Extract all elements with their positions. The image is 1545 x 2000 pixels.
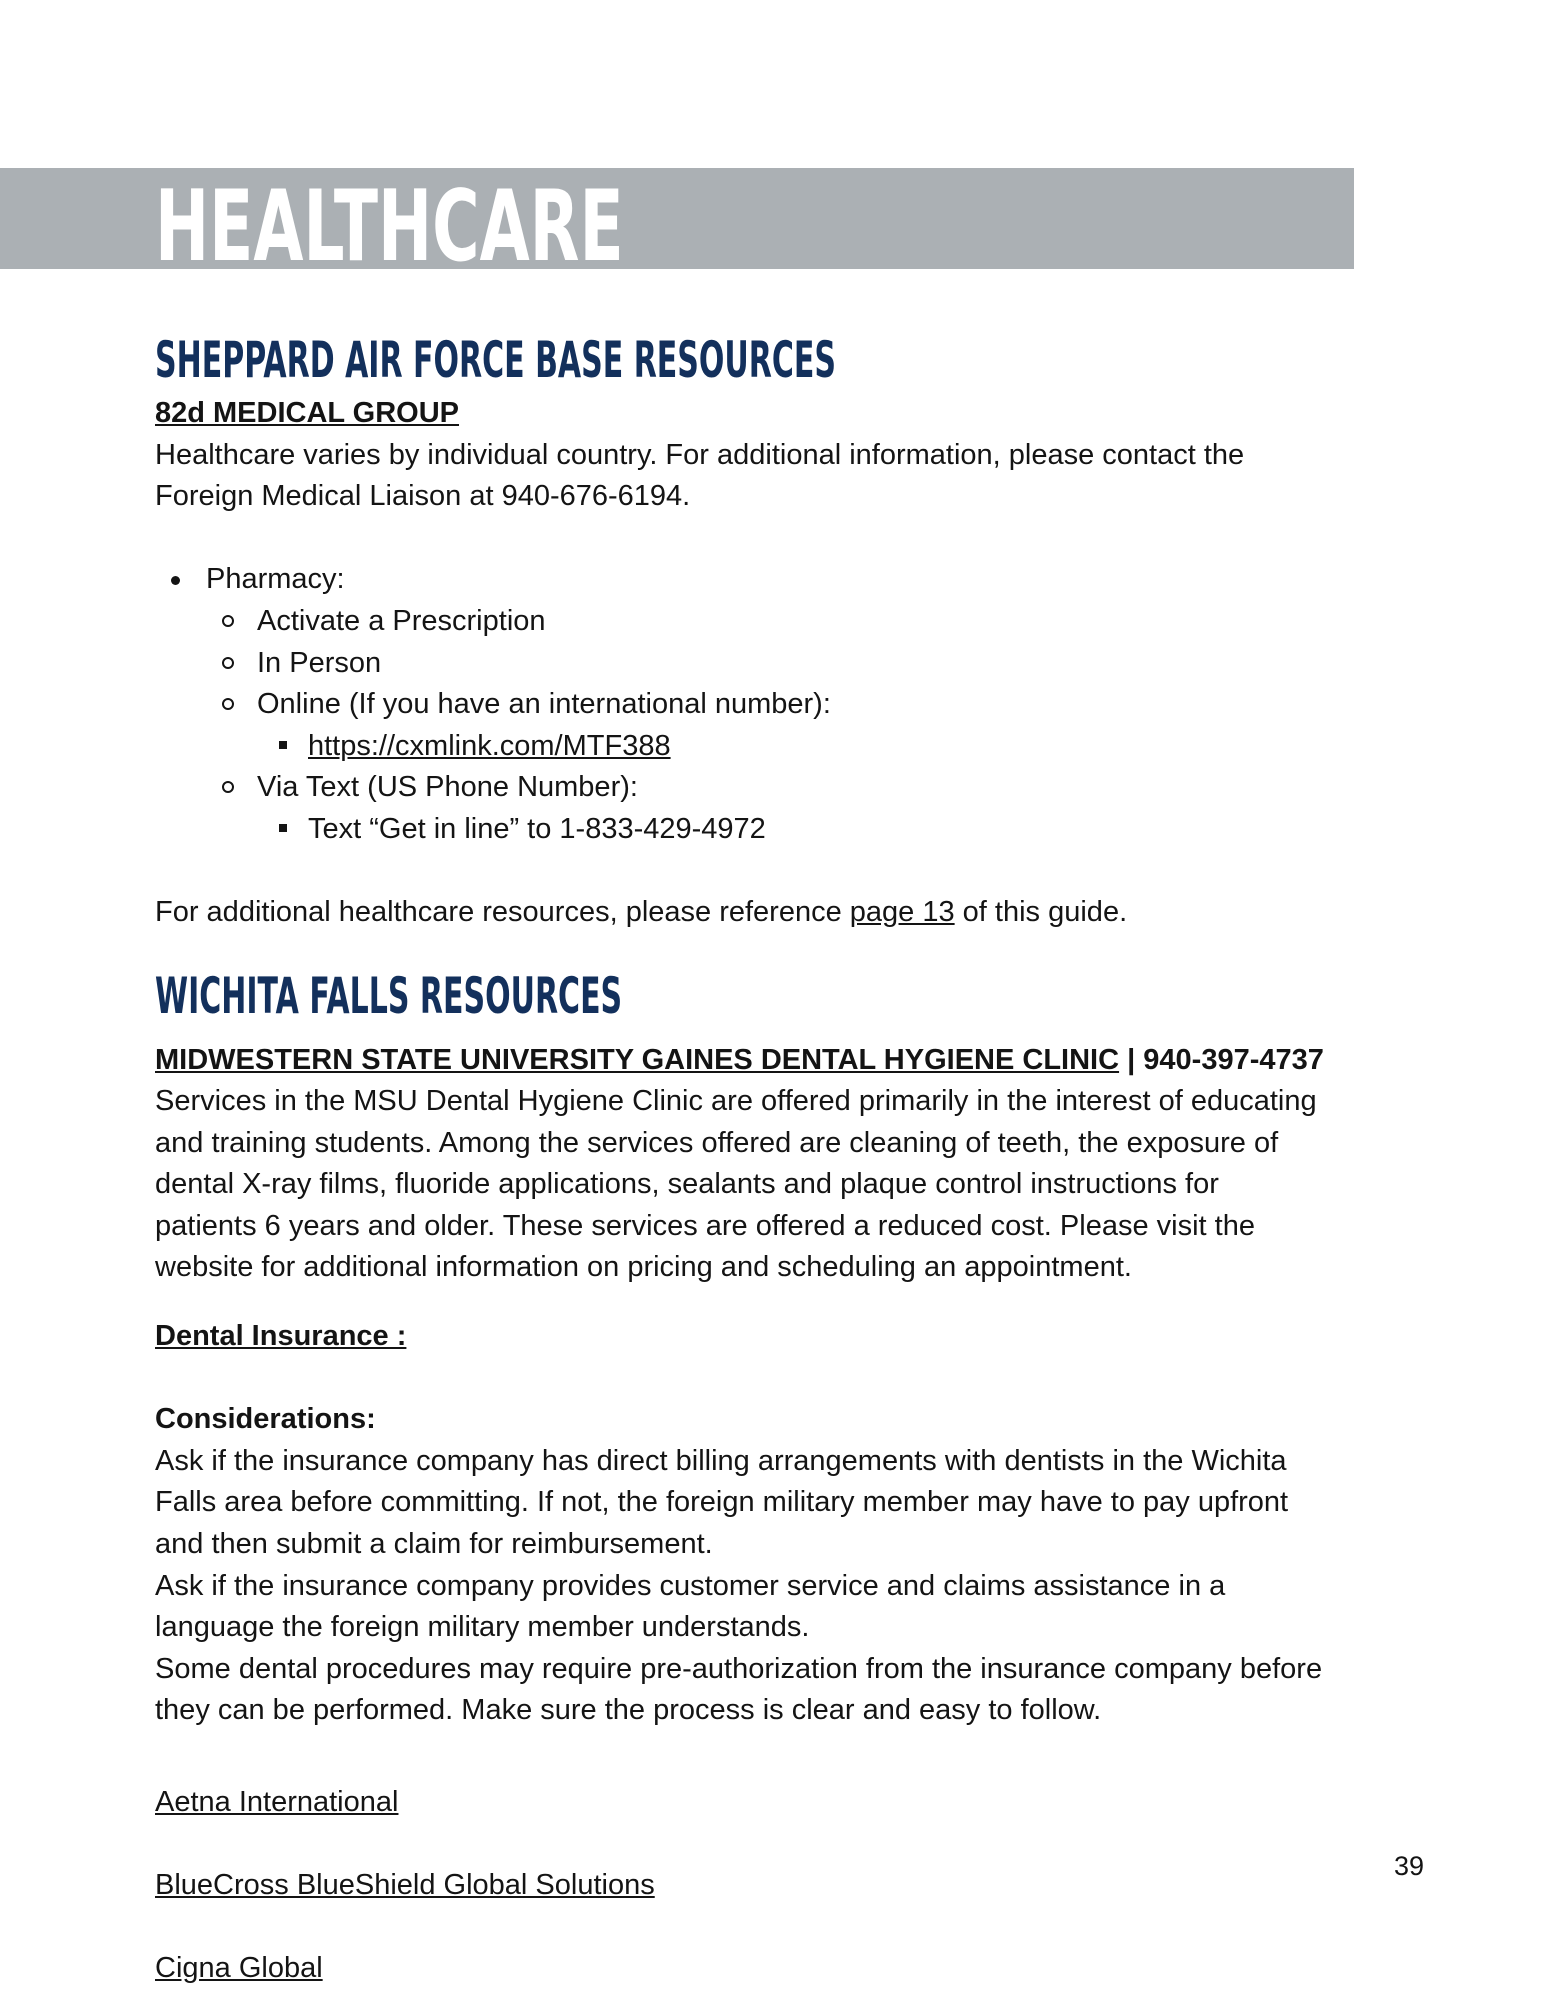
consideration-line: language the foreign military member understands. — [155, 1611, 810, 1643]
bullet-square — [279, 741, 287, 749]
clinic-description-line: patients 6 years and older. These services are offered a reduced cost. Please visit the — [155, 1210, 1255, 1242]
online-prescription-link[interactable]: https://cxmlink.com/MTF388 — [308, 730, 671, 762]
insurance-link-cigna[interactable]: Cigna Global — [155, 1952, 323, 1984]
list-item-activate: Activate a Prescription — [257, 605, 546, 637]
page-number: 39 — [1394, 1851, 1425, 1881]
medical-group-title: 82d MEDICAL GROUP — [155, 397, 460, 429]
clinic-description-line: and training students. Among the services offered are cleaning of teeth, the exposure of — [155, 1127, 1279, 1159]
bullet-circle — [222, 781, 234, 793]
page-banner — [0, 168, 1354, 269]
clinic-phone: | 940-397-4737 — [1119, 1044, 1324, 1076]
pharmacy-label: Pharmacy: — [206, 563, 345, 595]
bullet-circle — [222, 698, 234, 710]
intro-text-line-1: Healthcare varies by individual country. For additional information, please contact the — [155, 439, 1245, 471]
clinic-description-line: website for additional information on pricing and scheduling an appointment. — [155, 1251, 1132, 1283]
consideration-line: and then submit a claim for reimbursement. — [155, 1528, 713, 1560]
clinic-title-line — [155, 1040, 1324, 1080]
consideration-line: Some dental procedures may require pre-authorization from the insurance company before — [155, 1653, 1323, 1685]
consideration-line: Falls area before committing. If not, the foreign military member may have to pay upfront — [155, 1486, 1289, 1518]
additional-resources-text — [155, 892, 1127, 932]
clinic-description-line: Services in the MSU Dental Hygiene Clinic are offered primarily in the interest of educating — [155, 1085, 1317, 1117]
dental-insurance-label: Dental Insurance : — [155, 1320, 407, 1352]
clinic-name-link[interactable]: MIDWESTERN STATE UNIVERSITY GAINES DENTAL HYGIENE CLINIC — [155, 1044, 1120, 1076]
additional-resources-suffix: of this guide. — [954, 896, 1128, 928]
intro-text-line-2: Foreign Medical Liaison at 940-676-6194. — [155, 480, 691, 512]
bullet-square — [279, 824, 287, 832]
bullet-disc — [171, 576, 180, 585]
list-item-via-text: Via Text (US Phone Number): — [257, 771, 638, 803]
section-heading-sheppard: SHEPPARD AIR FORCE BASE RESOURCES — [155, 331, 836, 389]
insurance-link-bluecross[interactable]: BlueCross BlueShield Global Solutions — [155, 1869, 655, 1901]
clinic-description-line: dental X-ray films, fluoride applications, sealants and plaque control instructions for — [155, 1168, 1219, 1200]
text-instruction: Text “Get in line” to 1-833-429-4972 — [308, 813, 766, 845]
list-item-in-person: In Person — [257, 647, 382, 679]
section-heading-wichita: WICHITA FALLS RESOURCES — [155, 967, 623, 1025]
considerations-label: Considerations: — [155, 1403, 376, 1435]
consideration-line: Ask if the insurance company provides customer service and claims assistance in a — [155, 1570, 1226, 1602]
bullet-circle — [222, 657, 234, 669]
consideration-line: Ask if the insurance company has direct billing arrangements with dentists in the Wichita — [155, 1445, 1287, 1477]
consideration-line: they can be performed. Make sure the process is clear and easy to follow. — [155, 1694, 1102, 1726]
page-13-link[interactable]: page 13 — [849, 896, 955, 928]
insurance-link-aetna[interactable]: Aetna International — [155, 1786, 399, 1818]
page-title: HEALTHCARE — [155, 170, 624, 269]
additional-resources-prefix: For additional healthcare resources, please reference — [155, 896, 850, 928]
list-item-online: Online (If you have an international number): — [257, 688, 831, 720]
bullet-circle — [222, 615, 234, 627]
